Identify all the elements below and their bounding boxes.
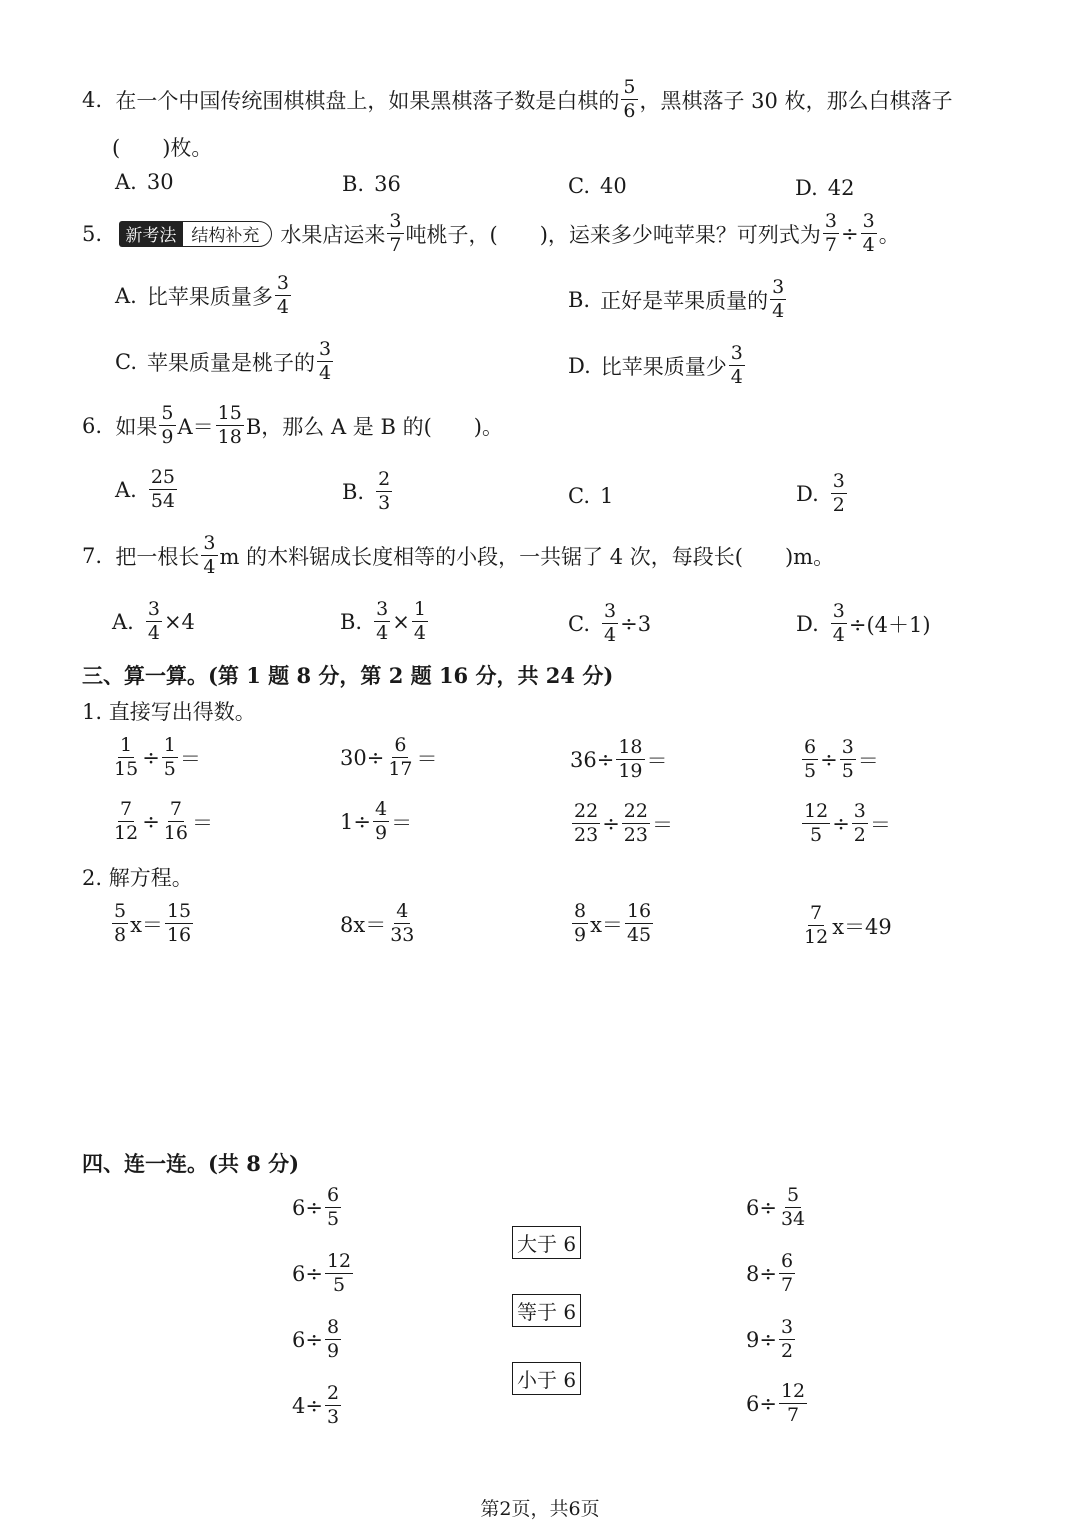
match-right-item: 6÷ $\frac{5}{34}$ [746,1184,806,1230]
q5-option-a: A. 比苹果质量多 $\frac{3}{4}$ [115,272,289,318]
calc-item: $\frac{12}{5}$ ÷ $\frac{3}{2}$ ＝ [804,800,891,846]
equation-item: $\frac{5}{8}$ x＝ $\frac{15}{16}$ [114,900,192,946]
question-5-stem: 5. 新考法 结构补充 水果店运来 $\frac{3}{7}$ 吨桃子，( )，运来多少吨苹果？可列式为 $\frac{3}{7}$ ÷ $\frac{3}{4}$ 。 [82,210,900,256]
question-4-line2: ( )枚。 [112,136,213,160]
question-number: 5. [82,221,103,246]
calc-item: $\frac{6}{5}$ ÷ $\frac{3}{5}$ ＝ [804,736,879,782]
equation-item: $\frac{8}{9}$ x＝ $\frac{16}{45}$ [574,900,652,946]
q7-option-d: D. $\frac{3}{4}$ ÷(4＋1) [796,600,931,646]
equation-item: 8x＝ $\frac{4}{33}$ [340,900,415,946]
q6-option-b: B. $\frac{2}{3}$ [342,468,391,514]
q4-option-d: D. 42 [795,176,855,200]
q7-option-c: C. $\frac{3}{4}$ ÷3 [568,600,652,646]
calc-item: $\frac{7}{12}$ ÷ $\frac{7}{16}$ ＝ [114,798,213,844]
match-left-item: 4÷ $\frac{2}{3}$ [292,1382,340,1428]
section-4-title: 四、连一连。(共 8 分) [82,1151,300,1176]
equation-item: $\frac{7}{12}$ x＝49 [804,902,892,948]
fraction: $\frac{3}{7}$ [824,210,837,256]
fraction: $\frac{5}{6}$ [623,76,636,122]
calc-item: 1÷ $\frac{4}{9}$ ＝ [340,798,413,844]
question-text: 在一个中国传统围棋棋盘上，如果黑棋落子数是白棋的 [115,88,620,113]
fraction: $\frac{3}{7}$ [389,210,402,256]
section-3-part-2: 2. 解方程。 [82,866,193,890]
match-right-item: 8÷ $\frac{6}{7}$ [746,1250,794,1296]
match-right-item: 9÷ $\frac{3}{2}$ [746,1316,794,1362]
match-left-item: 6÷ $\frac{12}{5}$ [292,1250,352,1296]
section-3-part-1: 1. 直接写出得数。 [82,700,256,724]
question-text: ，黑棋落子 30 枚，那么白棋落子 [639,88,953,113]
q6-option-c: C. 1 [568,484,614,508]
calc-item: $\frac{1}{15}$ ÷ $\frac{1}{5}$ ＝ [114,734,201,780]
calc-item: $\frac{22}{23}$ ÷ $\frac{22}{23}$ ＝ [574,800,673,846]
match-right-item: 6÷ $\frac{12}{7}$ [746,1380,806,1426]
fraction: $\frac{3}{4}$ [862,210,875,256]
calc-item: 30÷ $\frac{6}{17}$ ＝ [340,734,438,780]
match-box-less: 小于 6 [512,1362,581,1395]
calc-item: 36÷ $\frac{18}{19}$ ＝ [570,736,668,782]
q5-option-b: B. 正好是苹果质量的 $\frac{3}{4}$ [568,276,785,322]
question-number: 4. [82,87,103,112]
q6-option-d: D. $\frac{3}{2}$ [796,470,845,516]
match-box-equal: 等于 6 [512,1294,581,1327]
q4-option-a: A. 30 [115,170,174,194]
question-6-stem: 6. 如果 $\frac{5}{9}$ A＝ $\frac{15}{18}$ B，那么 A 是 B 的( )。 [82,402,503,448]
match-left-item: 6÷ $\frac{6}{5}$ [292,1184,340,1230]
new-method-badge: 新考法 结构补充 [119,221,272,247]
section-3-title: 三、算一算。(第 1 题 8 分，第 2 题 16 分，共 24 分) [82,663,614,688]
q4-option-b: B. 36 [342,172,401,196]
match-left-item: 6÷ $\frac{8}{9}$ [292,1316,340,1362]
q6-option-a: A. $\frac{25}{54}$ [115,466,176,512]
q5-option-c: C. 苹果质量是桃子的 $\frac{3}{4}$ [115,338,332,384]
question-7-stem: 7. 把一根长 $\frac{3}{4}$ m 的木料锯成长度相等的小段，一共锯了 4 次，每段长( )m。 [82,532,835,578]
match-box-greater: 大于 6 [512,1226,581,1259]
q7-option-b: B. $\frac{3}{4}$ × $\frac{1}{4}$ [340,598,426,644]
page-footer: 第2页，共6页 [480,1498,600,1520]
q7-option-a: A. $\frac{3}{4}$ ×4 [112,598,195,644]
question-4-stem [82,78,953,121]
q4-option-c: C. 40 [568,174,627,198]
q5-option-d: D. 比苹果质量少 $\frac{3}{4}$ [568,342,743,388]
